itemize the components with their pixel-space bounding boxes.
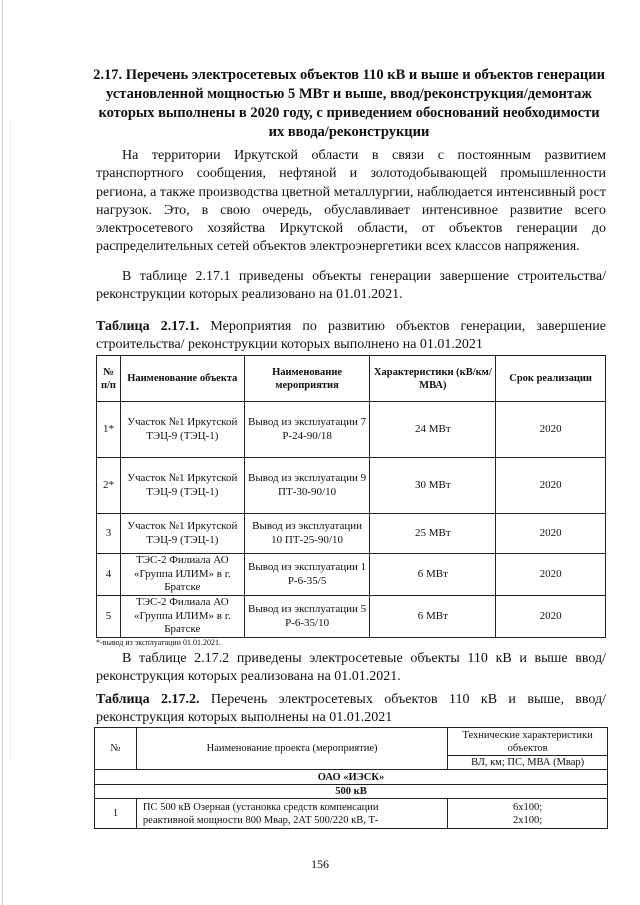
voltage-class: 500 кВ bbox=[95, 785, 608, 799]
table-header-row bbox=[97, 356, 606, 402]
table-row bbox=[95, 799, 608, 829]
cell-specs: 6 МВт bbox=[370, 554, 496, 596]
cell-num: 5 bbox=[97, 596, 121, 638]
header-specs-top: Технические характеристики объектов bbox=[448, 728, 608, 756]
table-row bbox=[97, 596, 606, 638]
cell-term: 2020 bbox=[496, 402, 606, 458]
table-header-row bbox=[95, 728, 608, 756]
table1-footnote: *-вывод из эксплуатации 01.01.2021. bbox=[96, 638, 221, 647]
cell-object: Участок №1 Иркутской ТЭЦ-9 (ТЭЦ-1) bbox=[120, 402, 244, 458]
cell-num: 1* bbox=[97, 402, 121, 458]
generation-table bbox=[96, 355, 606, 638]
cell-specs: 6 МВт bbox=[370, 596, 496, 638]
cell-num: 1 bbox=[95, 799, 137, 829]
table-row bbox=[97, 402, 606, 458]
cell-measure: Вывод из эксплуатации 1 Р-6-35/5 bbox=[244, 554, 370, 596]
table-row bbox=[97, 554, 606, 596]
cell-specs bbox=[448, 799, 608, 829]
cell-object: ТЭС-2 Филиала АО «Группа ИЛИМ» в г. Братске bbox=[120, 596, 244, 638]
cell-term: 2020 bbox=[496, 458, 606, 514]
cell-project-line: ПС 500 кВ Озерная (установка средств компенсации bbox=[142, 801, 379, 813]
cell-num: 3 bbox=[97, 514, 121, 554]
org-name: ОАО «ИЭСК» bbox=[95, 770, 608, 785]
header-term: Срок реализации bbox=[496, 356, 606, 402]
table2-caption-text: Перечень электросетевых объектов 110 кВ и выше, ввод/реконструкция которых выполнены на 01.01.2021 bbox=[96, 692, 606, 726]
cell-term: 2020 bbox=[496, 554, 606, 596]
cell-measure: Вывод из эксплуатации 7 Р-24-90/18 bbox=[244, 402, 370, 458]
cell-term: 2020 bbox=[496, 596, 606, 638]
cell-object: Участок №1 Иркутской ТЭЦ-9 (ТЭЦ-1) bbox=[120, 514, 244, 554]
table1-caption-label: Таблица 2.17.1. bbox=[96, 319, 200, 334]
table1-caption-text: Мероприятия по развитию объектов генерации, завершение строительства/ реконструкции которых выполнено на 01.01.2021 bbox=[96, 319, 606, 353]
cell-specs: 25 МВт bbox=[370, 514, 496, 554]
grid-objects-table bbox=[94, 727, 608, 829]
header-project: Наименование проекта (мероприятие) bbox=[136, 728, 447, 770]
cell-object: ТЭС-2 Филиала АО «Группа ИЛИМ» в г. Братске bbox=[120, 554, 244, 596]
section-heading: 2.17. Перечень электросетевых объектов 110 кВ и выше и объектов генерации установленной мощностью 5 МВт и выше, ввод/реконструкция/демонтаж которых выполнены в 2020 году, с приведением обоснований необходимости их ввода/реконструкции bbox=[93, 67, 605, 140]
cell-object: Участок №1 Иркутской ТЭЦ-9 (ТЭЦ-1) bbox=[120, 458, 244, 514]
scan-edge-line bbox=[10, 120, 11, 760]
voltage-row bbox=[95, 785, 608, 799]
cell-spec-line: 2х100; bbox=[513, 814, 543, 826]
table-row bbox=[97, 514, 606, 554]
header-measure: Наименование мероприятия bbox=[244, 356, 370, 402]
org-row bbox=[95, 770, 608, 785]
header-specs: Характеристики (кВ/км/МВА) bbox=[370, 356, 496, 402]
page-number: 156 bbox=[311, 857, 329, 871]
cell-specs: 30 МВт bbox=[370, 458, 496, 514]
cell-project-line: реактивной мощности 800 Мвар, 2АТ 500/220 кВ, Т- bbox=[142, 814, 379, 826]
cell-num: 2* bbox=[97, 458, 121, 514]
cell-measure: Вывод из эксплуатации 9 ПТ-30-90/10 bbox=[244, 458, 370, 514]
cell-spec-line: 6х100; bbox=[513, 801, 543, 813]
cell-term: 2020 bbox=[496, 514, 606, 554]
header-specs-units: ВЛ, км; ПС, МВА (Мвар) bbox=[448, 756, 608, 770]
table2-caption-label: Таблица 2.17.2. bbox=[96, 692, 200, 707]
header-num: № п/п bbox=[97, 356, 121, 402]
intro-paragraph: На территории Иркутской области в связи с постоянным развитием транспортного сообщения, нефтяной и золотодобывающей промышленности региона, а также производства цветной металлургии, наблюдается интенсивный рост нагрузок. Это, в свою очередь, обуславливает интенсивное развитие всего электросетевого хозяйства Иркутской области, от объектов генерации до распределительных сетей объектов электроэнергетики всех классов напряжения. bbox=[96, 148, 606, 255]
cell-specs: 24 МВт bbox=[370, 402, 496, 458]
header-num: № bbox=[95, 728, 137, 770]
table2-intro-paragraph: В таблице 2.17.2 приведены электросетевые объекты 110 кВ и выше ввод/ реконструкция которых реализована на 01.01.2021. bbox=[96, 651, 606, 685]
scan-edge-line bbox=[2, 0, 3, 905]
cell-num: 4 bbox=[97, 554, 121, 596]
table1-intro-paragraph: В таблице 2.17.1 приведены объекты генерации завершение строительства/ реконструкции которых реализовано на 01.01.2021. bbox=[96, 269, 606, 303]
table-row bbox=[97, 458, 606, 514]
table2-caption bbox=[96, 691, 606, 728]
header-object: Наименование объекта bbox=[120, 356, 244, 402]
cell-measure: Вывод из эксплуатации 10 ПТ-25-90/10 bbox=[244, 514, 370, 554]
cell-measure: Вывод из эксплуатации 5 Р-6-35/10 bbox=[244, 596, 370, 638]
cell-project bbox=[136, 799, 447, 829]
table1-caption bbox=[96, 318, 606, 355]
